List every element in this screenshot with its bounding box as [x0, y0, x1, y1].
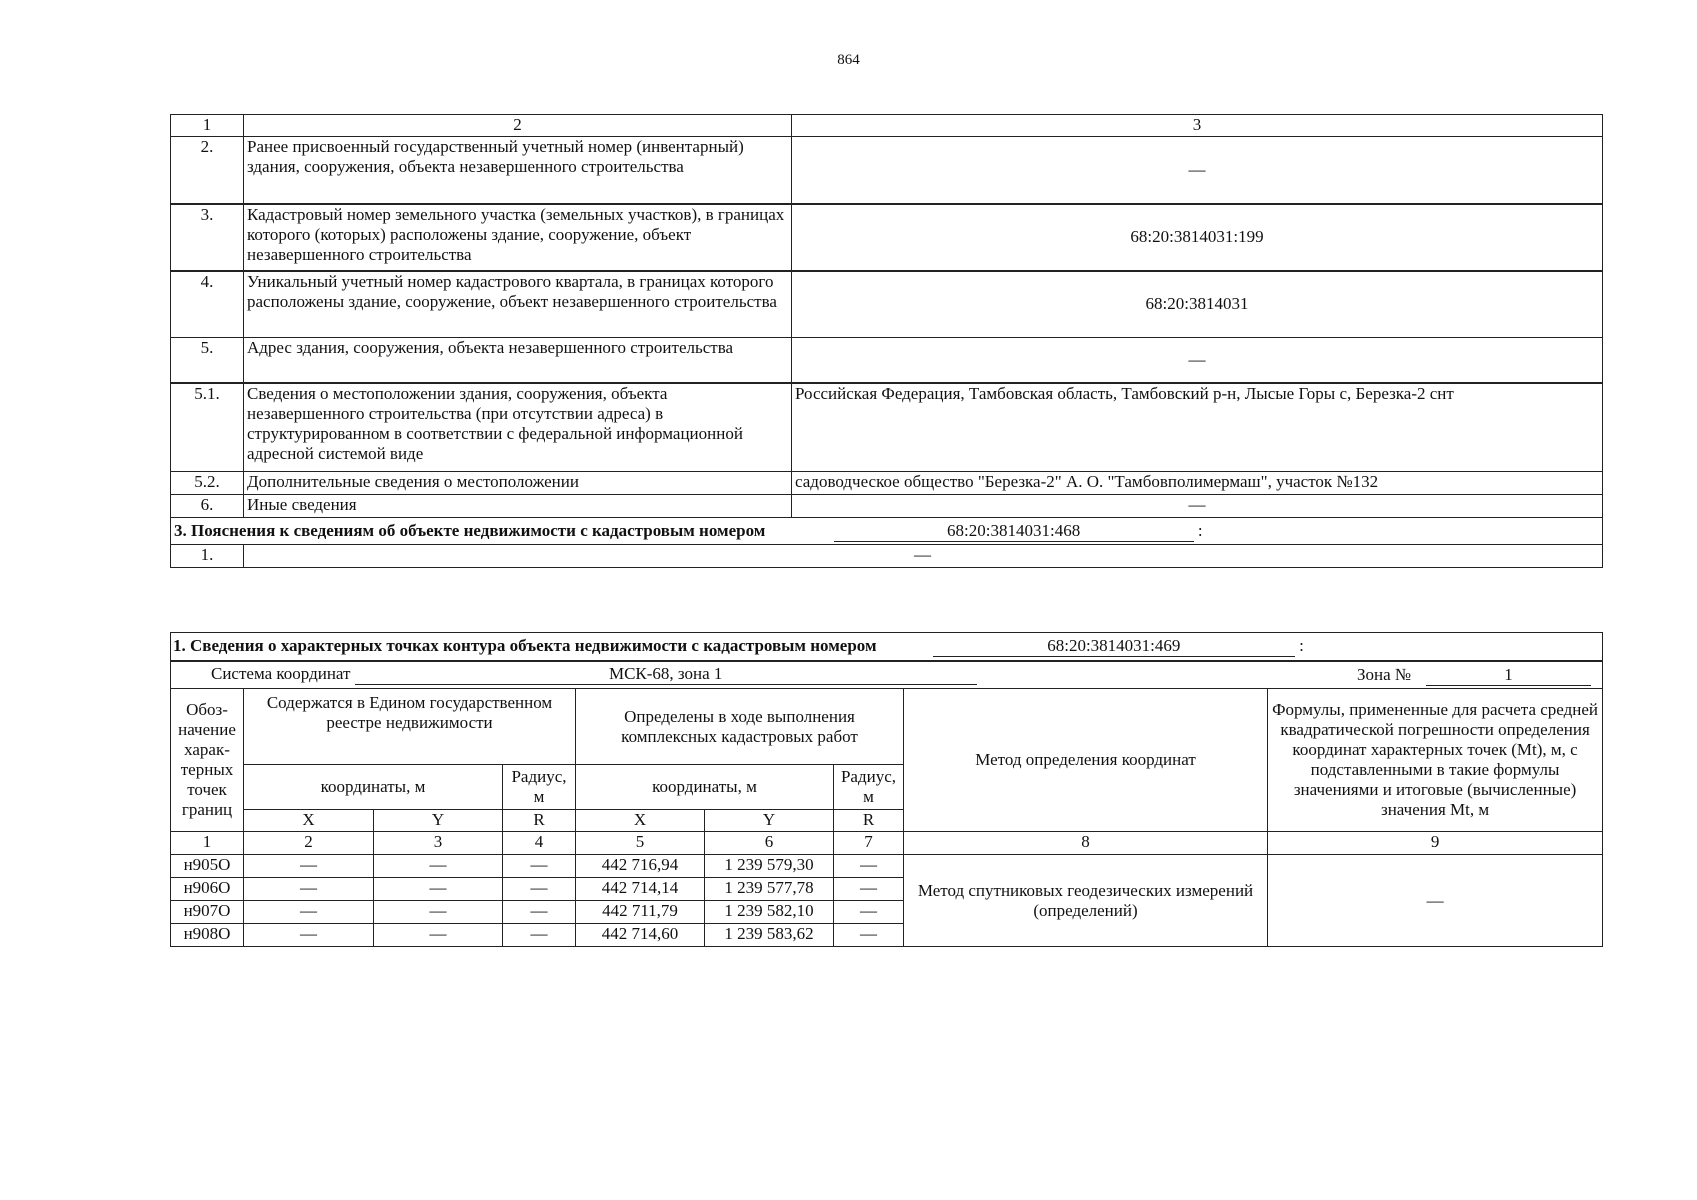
column-numbers-row [171, 832, 1603, 855]
table-row [171, 495, 1603, 518]
row-number: 5.1. [171, 383, 244, 472]
point-name: н908О [171, 924, 244, 947]
egrn-r-header: R [503, 810, 576, 832]
row-value: — [792, 137, 1603, 204]
row-label: Адрес здания, сооружения, объекта незавершенного строительства [244, 338, 792, 383]
zone-label: Зона № [1357, 664, 1412, 684]
col-header-3: 3 [792, 115, 1603, 137]
object-info-table [170, 114, 1603, 568]
section-3-title-row [171, 518, 1603, 545]
kkr-x: 442 716,94 [576, 855, 705, 878]
row-number: 5.2. [171, 472, 244, 495]
egrn-x: — [244, 924, 374, 947]
section-3-title: 3. Пояснения к сведениям об объекте недвижимости с кадастровым номером [174, 520, 766, 540]
row-number: 1. [171, 545, 244, 568]
col-number: 4 [503, 832, 576, 855]
egrn-x: — [244, 901, 374, 924]
row-label: Иные сведения [244, 495, 792, 518]
table-row [171, 383, 1603, 472]
kkr-r: — [834, 855, 904, 878]
coordinate-system-label: Система координат [211, 664, 351, 684]
kkr-r: — [834, 924, 904, 947]
row-label: Сведения о местоположении здания, сооружения, объекта незавершенного строительства (при отсутствии адреса) в структурированном в соответствии с федеральной информационной адресной системой виде [244, 383, 792, 472]
row-number: 6. [171, 495, 244, 518]
table-row [171, 338, 1603, 383]
row-number: 3. [171, 204, 244, 271]
kkr-header: Определены в ходе выполнения комплексных кадастровых работ [576, 689, 904, 765]
col-number: 2 [244, 832, 374, 855]
kkr-coords-header: координаты, м [576, 765, 834, 810]
egrn-x-header: X [244, 810, 374, 832]
table-row [171, 204, 1603, 271]
kkr-x: 442 714,14 [576, 878, 705, 901]
col-number: 9 [1268, 832, 1603, 855]
egrn-y-header: Y [374, 810, 503, 832]
row-number: 5. [171, 338, 244, 383]
header-row-1 [171, 689, 1603, 765]
section-1-title-row [171, 633, 1603, 661]
table-row [171, 855, 1603, 878]
row-value: Российская Федерация, Тамбовская область, Тамбовский р-н, Лысые Горы с, Березка-2 снт [792, 383, 1603, 472]
row-label: Кадастровый номер земельного участка (земельных участков), в границах которого (которых) расположены здание, сооружение, объект незавершенного строительства [244, 204, 792, 271]
col-header-2: 2 [244, 115, 792, 137]
row-value: — [792, 338, 1603, 383]
egrn-header: Содержатся в Едином государственном реестре недвижимости [244, 689, 576, 765]
egrn-x: — [244, 878, 374, 901]
method-value: Метод спутниковых геодезических измерений (определений) [904, 855, 1268, 947]
row-value: — [244, 545, 1603, 568]
formula-header: Формулы, примененные для расчета средней квадратической погрешности определения координат характерных точек (Mt), м, с подставленными в такие формулы значениями и итоговые (вычисленные) значения Mt, м [1268, 689, 1603, 832]
section-1-colon: : [1299, 635, 1304, 655]
egrn-r: — [503, 855, 576, 878]
kkr-y: 1 239 582,10 [705, 901, 834, 924]
kkr-y: 1 239 579,30 [705, 855, 834, 878]
row-value: 68:20:3814031 [792, 271, 1603, 338]
row-label: Дополнительные сведения о местоположении [244, 472, 792, 495]
egrn-radius-header: Радиус, м [503, 765, 576, 810]
kkr-y-header: Y [705, 810, 834, 832]
section-3-colon: : [1197, 520, 1203, 540]
boundary-points-table [170, 632, 1603, 947]
kkr-y: 1 239 583,62 [705, 924, 834, 947]
point-name: н907О [171, 901, 244, 924]
col-header-1: 1 [171, 115, 244, 137]
col-number: 6 [705, 832, 834, 855]
row-label: Уникальный учетный номер кадастрового квартала, в границах которого расположены здание, сооружение, объект незавершенного строительства [244, 271, 792, 338]
col-number: 3 [374, 832, 503, 855]
col-number: 7 [834, 832, 904, 855]
egrn-r: — [503, 901, 576, 924]
row-value: — [792, 495, 1603, 518]
coordinate-system-row [171, 661, 1603, 689]
row-label: Ранее присвоенный государственный учетный номер (инвентарный) здания, сооружения, объекта незавершенного строительства [244, 137, 792, 204]
row-number: 4. [171, 271, 244, 338]
table-row [171, 472, 1603, 495]
kkr-x: 442 711,79 [576, 901, 705, 924]
table-row [171, 271, 1603, 338]
egrn-y: — [374, 855, 503, 878]
kkr-r-header: R [834, 810, 904, 832]
egrn-r: — [503, 924, 576, 947]
kkr-radius-header: Радиус, м [834, 765, 904, 810]
section-1-title: 1. Сведения о характерных точках контура объекта недвижимости с кадастровым номером [173, 635, 877, 655]
header-row [171, 115, 1603, 137]
kkr-y: 1 239 577,78 [705, 878, 834, 901]
row-value: садоводческое общество "Березка-2" А. О. "Тамбовполимермаш", участок №132 [792, 472, 1603, 495]
formula-value: — [1268, 855, 1603, 947]
zone-value: 1 [1426, 665, 1591, 686]
table-row [171, 137, 1603, 204]
page-number: 864 [837, 52, 860, 68]
kkr-x: 442 714,60 [576, 924, 705, 947]
row-value: 68:20:3814031:199 [792, 204, 1603, 271]
egrn-coords-header: координаты, м [244, 765, 503, 810]
col-number: 5 [576, 832, 705, 855]
egrn-y: — [374, 901, 503, 924]
egrn-x: — [244, 855, 374, 878]
designation-header: Обоз-начение харак-терных точек границ [171, 689, 244, 832]
kkr-x-header: X [576, 810, 705, 832]
coordinate-system-value: МСК-68, зона 1 [355, 664, 977, 685]
method-header: Метод определения координат [904, 689, 1268, 832]
col-number: 1 [171, 832, 244, 855]
kkr-r: — [834, 878, 904, 901]
point-name: н905О [171, 855, 244, 878]
kkr-r: — [834, 901, 904, 924]
egrn-r: — [503, 878, 576, 901]
section-3-cadastral-number: 68:20:3814031:468 [834, 521, 1194, 542]
egrn-y: — [374, 924, 503, 947]
egrn-y: — [374, 878, 503, 901]
section-1-cadastral-number: 68:20:3814031:469 [933, 636, 1295, 657]
section-3-row [171, 545, 1603, 568]
col-number: 8 [904, 832, 1268, 855]
point-name: н906О [171, 878, 244, 901]
row-number: 2. [171, 137, 244, 204]
